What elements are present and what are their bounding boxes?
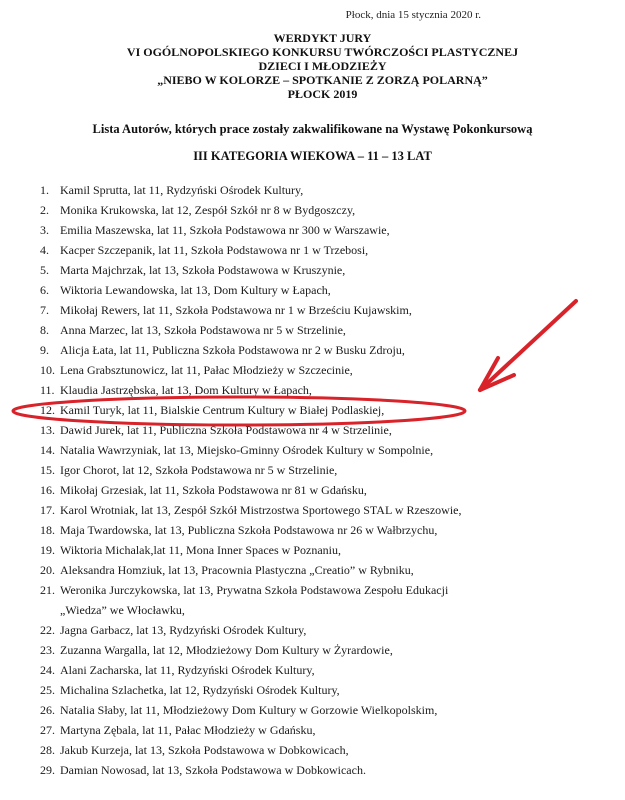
list-item-text: Kacper Szczepanik, lat 11, Szkoła Podstawowa nr 1 w Trzebosi, [60, 243, 369, 257]
list-item-number: 18. [40, 523, 55, 537]
list-item [40, 260, 600, 280]
list-item-number: 5. [40, 263, 49, 277]
list-item-number: 21. [40, 583, 55, 597]
authors-list [40, 180, 600, 780]
list-item-number: 19. [40, 543, 55, 557]
list-item-text: Kamil Turyk, lat 11, Bialskie Centrum Kultury w Białej Podlaskiej, [60, 403, 385, 417]
list-item-text: Aleksandra Homziuk, lat 13, Pracownia Plastyczna „Creatio” w Rybniku, [60, 563, 414, 577]
list-item [40, 340, 600, 360]
list-item [40, 240, 600, 260]
list-item-text: Wiktoria Lewandowska, lat 13, Dom Kultury w Łapach, [60, 283, 331, 297]
list-item-number: 16. [40, 483, 55, 497]
list-item-number: 2. [40, 203, 49, 217]
header-line-3: DZIECI I MŁODZIEŻY [258, 59, 387, 73]
list-item [40, 700, 600, 720]
list-item-number: 15. [40, 463, 55, 477]
list-item [40, 680, 600, 700]
list-item-text: Lena Grabsztunowicz, lat 11, Pałac Młodzieży w Szczecinie, [60, 363, 353, 377]
list-item-text: Jagna Garbacz, lat 13, Rydzyński Ośrodek Kultury, [60, 623, 307, 637]
list-item [40, 580, 600, 620]
list-item [40, 740, 600, 760]
list-item [40, 180, 600, 200]
list-item [40, 440, 600, 460]
header-line-5: PŁOCK 2019 [287, 87, 358, 101]
list-subtitle: Lista Autorów, których prace zostały zakwalifikowane na Wystawę Pokonkursową [92, 122, 533, 136]
list-item-number: 14. [40, 443, 55, 457]
list-item [40, 560, 600, 580]
list-item-text: Michalina Szlachetka, lat 12, Rydzyński Ośrodek Kultury, [60, 683, 340, 697]
list-item-number: 1. [40, 183, 49, 197]
list-item-text: Jakub Kurzeja, lat 13, Szkoła Podstawowa w Dobkowicach, [60, 743, 349, 757]
age-category-heading: III KATEGORIA WIEKOWA – 11 – 13 LAT [193, 149, 432, 163]
list-item-number: 13. [40, 423, 55, 437]
list-item-number: 29. [40, 763, 55, 777]
list-item [40, 660, 600, 680]
list-item [40, 460, 600, 480]
list-item [40, 280, 600, 300]
list-item-text: Wiktoria Michalak,lat 11, Mona Inner Spaces w Poznaniu, [60, 543, 341, 557]
list-item-number: 20. [40, 563, 55, 577]
list-item-number: 11. [40, 383, 55, 397]
list-item [40, 620, 600, 640]
list-item [40, 720, 600, 740]
list-item-text: Alicja Łata, lat 11, Publiczna Szkoła Podstawowa nr 2 w Busku Zdroju, [60, 343, 405, 357]
list-item-number: 28. [40, 743, 55, 757]
list-item-number: 4. [40, 243, 49, 257]
list-item-number: 25. [40, 683, 55, 697]
list-item-number: 22. [40, 623, 55, 637]
list-item-number: 12. [40, 403, 55, 417]
list-item [40, 420, 600, 440]
list-item [40, 640, 600, 660]
list-item-number: 9. [40, 343, 49, 357]
list-item-number: 3. [40, 223, 49, 237]
list-item [40, 220, 600, 240]
list-item-text: Karol Wrotniak, lat 13, Zespół Szkół Mistrzostwa Sportowego STAL w Rzeszowie, [60, 503, 462, 517]
list-item [40, 380, 600, 400]
list-item [40, 480, 600, 500]
list-item-text: Damian Nowosad, lat 13, Szkoła Podstawowa w Dobkowicach. [60, 763, 366, 777]
list-item-text: Igor Chorot, lat 12, Szkoła Podstawowa nr 5 w Strzelinie, [60, 463, 338, 477]
date-line: Płock, dnia 15 stycznia 2020 r. [345, 9, 481, 21]
list-item [40, 760, 600, 780]
header-line-4: „NIEBO W KOLORZE – SPOTKANIE Z ZORZĄ POLARNĄ” [157, 73, 488, 87]
list-item-number: 24. [40, 663, 55, 677]
list-item-text: Kamil Sprutta, lat 11, Rydzyński Ośrodek Kultury, [60, 183, 304, 197]
list-item [40, 320, 600, 340]
list-item [40, 200, 600, 220]
list-item-number: 8. [40, 323, 49, 337]
list-item [40, 540, 600, 560]
list-item-text: Mikołaj Rewers, lat 11, Szkoła Podstawowa nr 1 w Brześciu Kujawskim, [60, 303, 412, 317]
list-item-text: Anna Marzec, lat 13, Szkoła Podstawowa nr 5 w Strzelinie, [60, 323, 346, 337]
list-item-number: 26. [40, 703, 55, 717]
list-item [40, 400, 600, 420]
list-item-text: Alani Zacharska, lat 11, Rydzyński Ośrodek Kultury, [60, 663, 315, 677]
list-item-number: 6. [40, 283, 49, 297]
list-item-text: Mikołaj Grzesiak, lat 11, Szkoła Podstawowa nr 81 w Gdańsku, [60, 483, 367, 497]
list-item-text: Marta Majchrzak, lat 13, Szkoła Podstawowa w Kruszynie, [60, 263, 346, 277]
list-item-text: Dawid Jurek, lat 11, Publiczna Szkoła Podstawowa nr 4 w Strzelinie, [60, 423, 392, 437]
list-item [40, 520, 600, 540]
list-item-text: Martyna Zębala, lat 11, Pałac Młodzieży w Gdańsku, [60, 723, 316, 737]
list-item-number: 10. [40, 363, 55, 377]
verdict-header [0, 31, 625, 101]
list-item-text: Maja Twardowska, lat 13, Publiczna Szkoła Podstawowa nr 26 w Wałbrzychu, [60, 523, 438, 537]
list-item-text: Natalia Słaby, lat 11, Młodzieżowy Dom Kultury w Gorzowie Wielkopolskim, [60, 703, 438, 717]
list-item [40, 500, 600, 520]
list-item-text: Natalia Wawrzyniak, lat 13, Miejsko-Gminny Ośrodek Kultury w Sompolnie, [60, 443, 434, 457]
list-item-number: 23. [40, 643, 55, 657]
header-line-2: VI OGÓLNOPOLSKIEGO KONKURSU TWÓRCZOŚCI PLASTYCZNEJ [126, 45, 519, 59]
list-item-number: 7. [40, 303, 49, 317]
list-item-text: Zuzanna Wargalla, lat 12, Młodzieżowy Dom Kultury w Żyrardowie, [60, 643, 393, 657]
list-item-text: Emilia Maszewska, lat 11, Szkoła Podstawowa nr 300 w Warszawie, [60, 223, 390, 237]
list-item-number: 27. [40, 723, 55, 737]
header-line-1: WERDYKT JURY [273, 31, 372, 45]
list-item [40, 300, 600, 320]
list-item-text: Klaudia Jastrzębska, lat 13, Dom Kultury w Łapach, [60, 383, 312, 397]
list-item [40, 360, 600, 380]
list-item-number: 17. [40, 503, 55, 517]
list-item-text: Weronika Jurczykowska, lat 13, Prywatna Szkoła Podstawowa Zespołu Edukacji „Wiedza” we Włocławku, [60, 583, 449, 617]
list-item-text: Monika Krukowska, lat 12, Zespół Szkół nr 8 w Bydgoszczy, [60, 203, 356, 217]
